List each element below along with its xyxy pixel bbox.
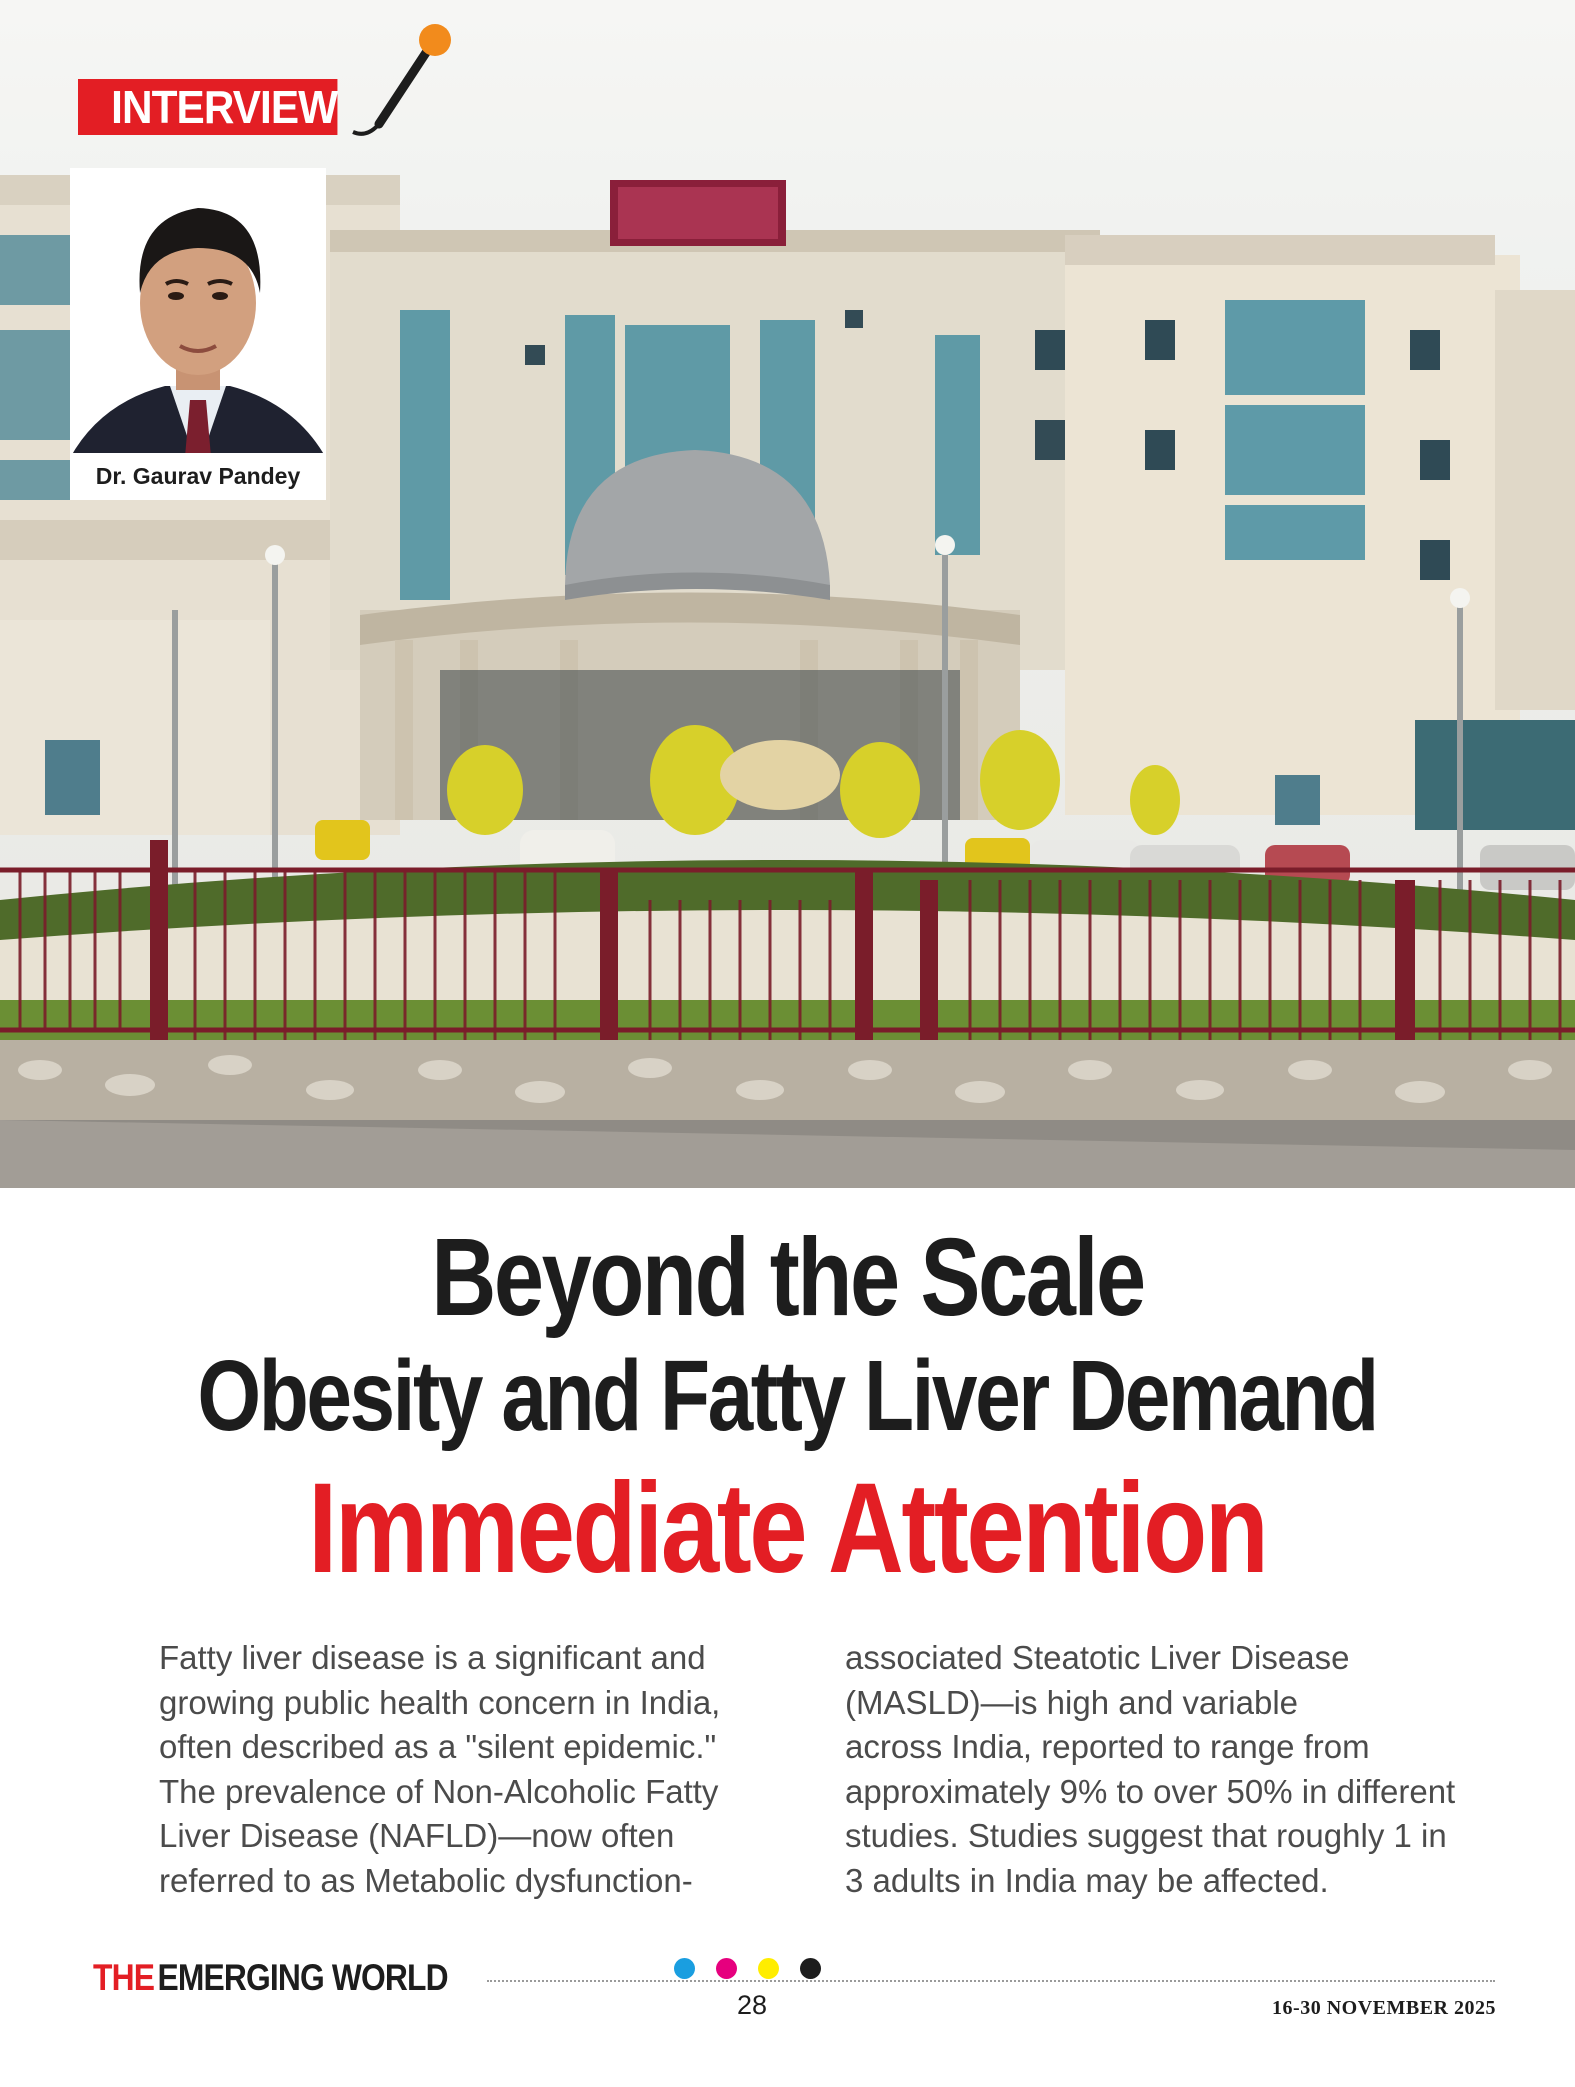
yellow-dot: [758, 1958, 779, 1979]
headline-line-3: Immediate Attention: [308, 1457, 1267, 1600]
issue-date: 16-30 NOVEMBER 2025: [1272, 1997, 1496, 2019]
section-tag: INTERVIEW: [78, 79, 337, 135]
brand-name: EMERGING WORLD: [157, 1957, 448, 1998]
article-column-right: associated Steatotic Liver Disease (MASLD)—is high and variable across India, reported to range from approximately 9% to over 50% in different studies. Studies suggest that roughly 1 in 3 adults in India may be affected.: [845, 1639, 1456, 1899]
headline-line-1: Beyond the Scale: [431, 1216, 1144, 1339]
article-column-left: Fatty liver disease is a significant and growing public health concern in India, often described as a "silent epidemic." The prevalence of Non-Alcoholic Fatty Liver Disease (NAFLD)—now often referred to as Metabolic dysfunction-: [159, 1639, 721, 1899]
cyan-dot: [674, 1958, 695, 1979]
portrait-photo: [70, 168, 326, 500]
publication-brand: [93, 1956, 448, 2000]
interviewee-portrait-card: [70, 168, 326, 500]
microphone-icon: [345, 20, 455, 140]
magenta-dot: [716, 1958, 737, 1979]
black-dot: [800, 1958, 821, 1979]
footer-divider: [487, 1980, 1495, 1982]
headline-line-2: Obesity and Fatty Liver Demand: [197, 1340, 1378, 1452]
brand-prefix: THE: [93, 1957, 155, 1998]
page-number: 28: [736, 1990, 768, 2020]
portrait-illustration: [70, 168, 326, 500]
interviewee-name: Dr. Gaurav Pandey: [70, 453, 326, 500]
